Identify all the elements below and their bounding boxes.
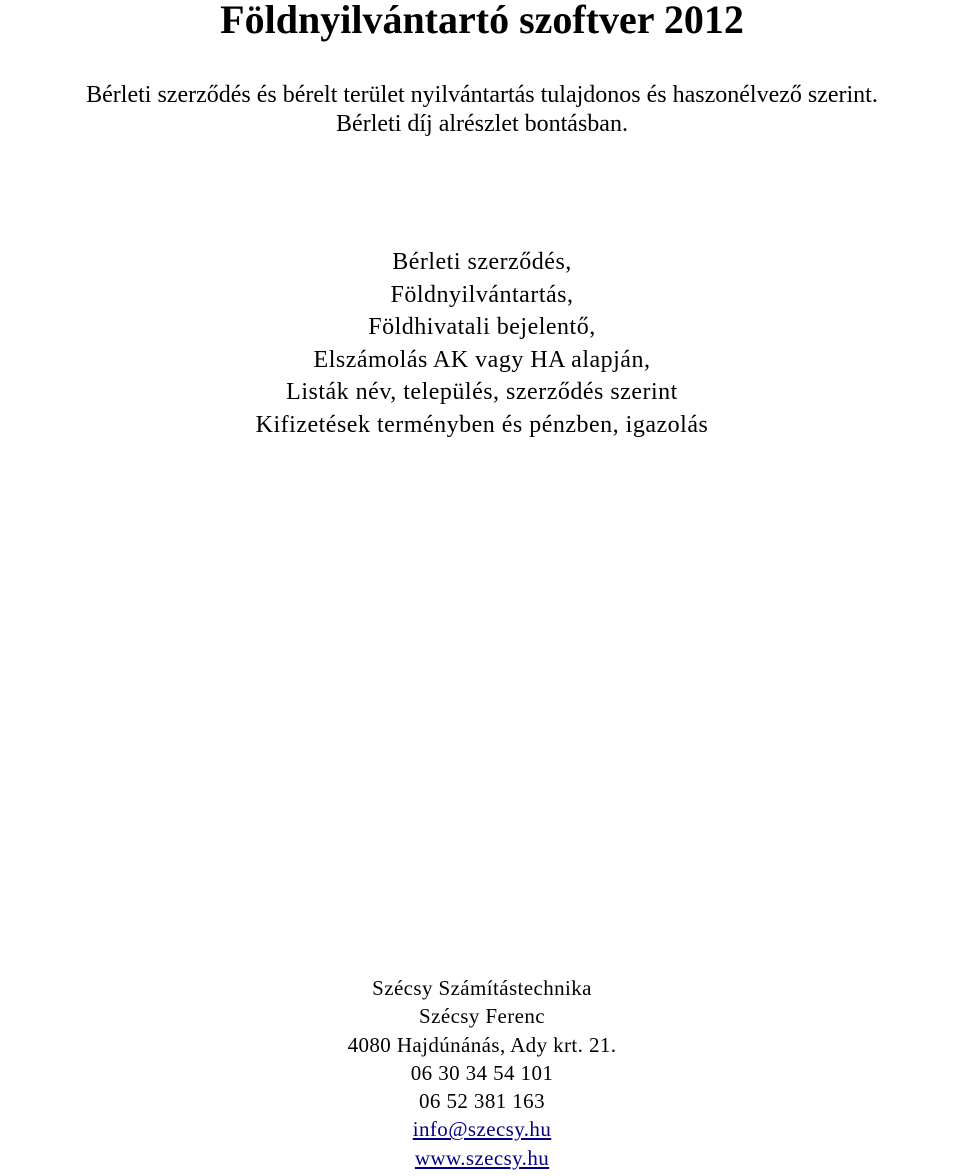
- feature-item: Kifizetések terményben és pénzben, igazolás: [255, 411, 709, 438]
- feature-item: Listák név, település, szerződés szerint: [286, 379, 678, 406]
- phone-landline: 06 52 381 163: [419, 1089, 545, 1114]
- email-link[interactable]: info@szecsy.hu: [412, 1117, 552, 1142]
- intro-line: Bérleti díj alrészlet bontásban.: [336, 111, 628, 137]
- contact-person: Szécsy Ferenc: [419, 1004, 545, 1029]
- intro-line: Bérleti szerződés és bérelt terület nyilvántartás tulajdonos és haszonélvező szerint.: [86, 82, 878, 108]
- postal-address: 4080 Hajdúnánás, Ady krt. 21.: [347, 1032, 617, 1057]
- feature-item: Földhivatali bejelentő,: [368, 314, 596, 341]
- intro-paragraph: [0, 81, 960, 139]
- feature-item: Bérleti szerződés,: [392, 249, 572, 275]
- feature-item: Elszámolás AK vagy HA alapján,: [313, 346, 651, 373]
- email-line: [0, 1115, 960, 1143]
- feature-item: Földnyilvántartás,: [390, 281, 574, 308]
- contact-block: [0, 974, 960, 1172]
- website-line: [0, 1144, 960, 1172]
- website-link[interactable]: www.szecsy.hu: [414, 1145, 550, 1170]
- feature-list: [0, 246, 960, 442]
- phone-mobile: 06 30 34 54 101: [410, 1060, 554, 1085]
- company-name: Szécsy Számítástechnika: [372, 976, 592, 1000]
- document-title: Földnyilvántartó szoftver 2012: [220, 0, 744, 42]
